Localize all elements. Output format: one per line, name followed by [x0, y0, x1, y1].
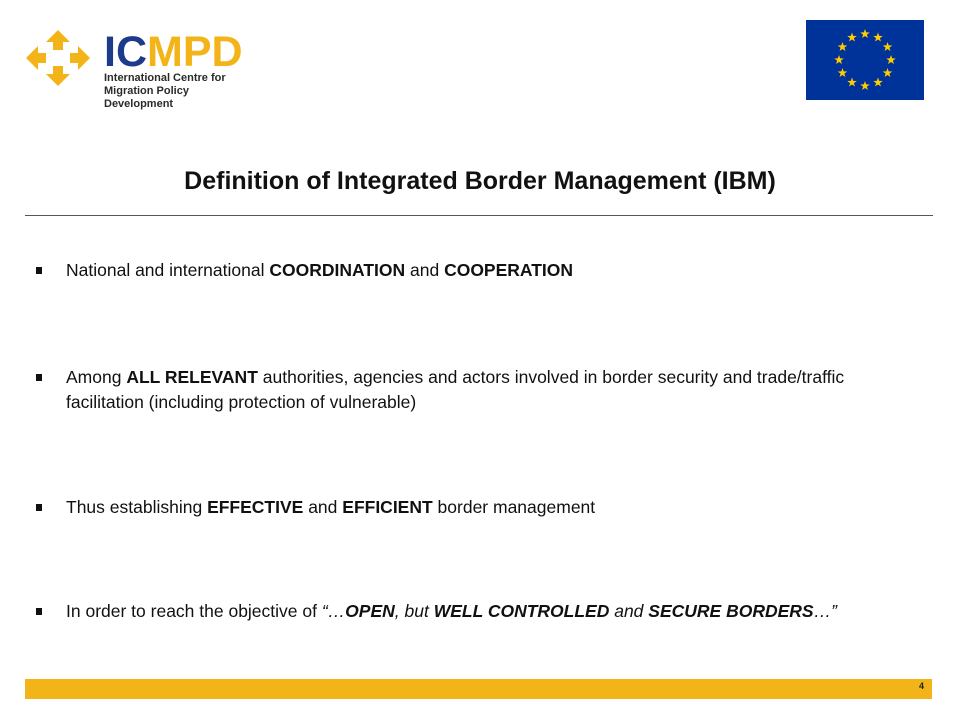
bullet-text-run: authorities, agencies and actors involved in border security and trade/traffic facilitation (including protection of vulnerable)	[66, 367, 845, 412]
title-divider	[25, 215, 933, 216]
bullet-text-run: OPEN	[345, 601, 395, 621]
bullet-text-run: Among	[66, 367, 127, 387]
logo-subtitle-line2: Migration Policy Development	[104, 85, 189, 110]
logo-wordmark-mpd: MPD	[147, 28, 243, 76]
footer-bar	[25, 679, 932, 699]
bullet-text-run: and	[303, 497, 343, 517]
bullet-text-run: and	[405, 260, 445, 280]
bullet-marker	[36, 267, 42, 274]
bullet-marker	[36, 374, 42, 381]
bullet-text-run: Thus establishing	[66, 497, 208, 517]
bullet-item	[36, 495, 916, 520]
bullet-item	[36, 258, 916, 283]
bullet-text	[66, 495, 916, 520]
bullet-text-run: SECURE BORDERS	[648, 601, 814, 621]
bullet-text-run: WELL CONTROLLED	[433, 601, 610, 621]
bullet-text-run: , but	[394, 601, 434, 621]
bullet-text-run: COORDINATION	[269, 260, 406, 280]
bullet-text	[66, 258, 916, 283]
bullet-marker	[36, 504, 42, 511]
logo-subtitle-line1: International Centre for	[104, 72, 226, 84]
bullet-text-run: EFFECTIVE	[207, 497, 304, 517]
bullet-marker	[36, 608, 42, 615]
slide-title: Definition of Integrated Border Management (IBM)	[184, 167, 776, 195]
bullet-item	[36, 599, 916, 624]
arrows-cross-logo-icon	[24, 28, 92, 88]
icmpd-logo	[24, 28, 254, 110]
bullet-text-run: ALL RELEVANT	[126, 367, 258, 387]
logo-subtitle	[104, 72, 254, 111]
bullet-text-run: “…	[321, 601, 346, 621]
bullet-text-run: In order to reach the objective of	[66, 601, 322, 621]
bullet-text	[66, 365, 916, 415]
bullet-text-run: border management	[432, 497, 596, 517]
page-number: 4	[918, 681, 924, 691]
bullet-text-run: …”	[813, 601, 837, 621]
bullet-text-run: COOPERATION	[444, 260, 574, 280]
bullet-text-run: and	[609, 601, 649, 621]
logo-wordmark-ic: IC	[104, 28, 147, 76]
eu-flag-icon	[806, 20, 924, 100]
bullet-text	[66, 599, 916, 624]
bullet-text-run: EFFICIENT	[342, 497, 433, 517]
logo-wordmark	[104, 29, 243, 75]
bullet-item	[36, 365, 916, 415]
bullet-text-run: National and international	[66, 260, 270, 280]
